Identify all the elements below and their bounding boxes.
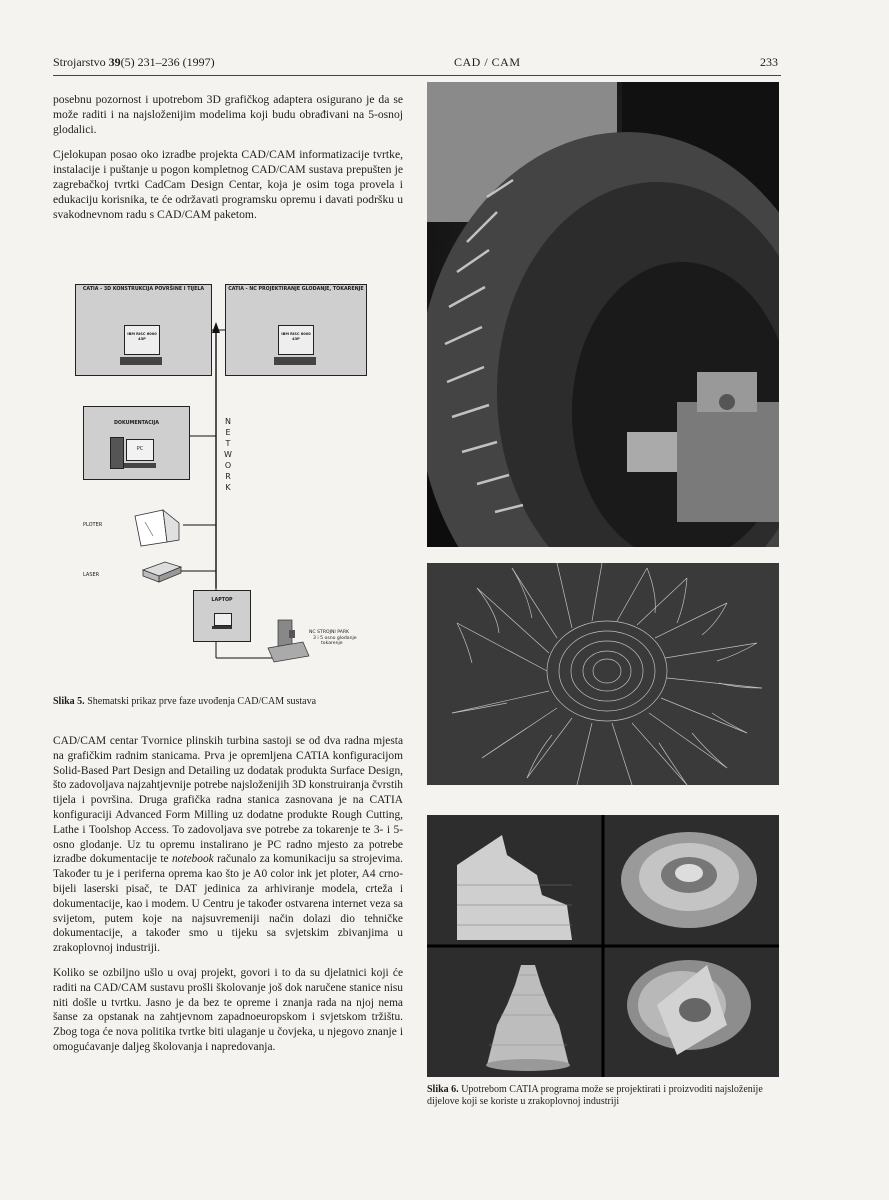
laptop-screen: [214, 613, 232, 626]
box-label: CATIA - 3D KONSTRUKCIJA POVRŠINE I TIJELA: [82, 287, 205, 292]
nc-machine-label: NC STROJNI PARK 3 i 5 osno glodanje tokarenje: [309, 630, 357, 646]
running-header-citation: Strojarstvo 39(5) 231–236 (1997): [53, 55, 215, 69]
wireframe-turbine-render: [427, 563, 779, 785]
figure-6-caption: Slika 6. Upotrebom CATIA programa može se projektirati i proizvoditi najsloženije dijelove koji se koriste u zrakoplovnoj industriji: [427, 1084, 763, 1107]
pc-monitor: PC: [126, 439, 154, 461]
network-label: NETWORK: [224, 417, 232, 492]
workstation-monitor: IBM RISC 6000 43P: [124, 325, 160, 355]
box-label: DOKUMENTACIJA: [113, 421, 160, 426]
keyboard: [274, 357, 316, 365]
keyboard: [124, 463, 156, 468]
text-column-top: [53, 92, 403, 232]
figure-5-diagram: [53, 278, 403, 683]
running-header-section: CAD / CAM: [454, 55, 521, 69]
plotter-label: PLOTER: [83, 522, 103, 528]
paragraph: Koliko se ozbiljno ušlo u ovaj projekt, govori i to da su djelatnici koji će raditi na CAD/CAM sustavu prošli školovanje još dok naručene stanice nisu niti došle u tvrtku. Jasno je da bez te opreme i znanja rada na njoj nema šanse za opstanak na zahtjevnom zapadnoeuropskom i svjetskom tržištu. Zbog toga će nova politika tvrtke biti ulaganje u čovjeka, u njegovo znanje i omogućavanje daljeg školovanja i napredovanja.: [53, 966, 403, 1053]
laptop-box: [193, 590, 251, 642]
workstation-monitor: IBM RISC 6000 43P: [278, 325, 314, 355]
turbine-machining-photo: [427, 82, 779, 547]
aerospace-parts-renders: [427, 815, 779, 1077]
header-rule: [53, 75, 781, 76]
paragraph: Cjelokupan posao oko izradbe projekta CAD/CAM informatizacije tvrtke, instalacije i puštanje u pogon kompletnog CAD/CAM sustava prepušten je zagrebačkoj tvrtki CadCam Design Centar, koja je osim toga provela i edukaciju korisnika, te će održavati programsku opremu i davati podršku u svakodnevnom radu s CAD/CAM paketom.: [53, 148, 403, 221]
figure-5-caption: Slika 5. Shematski prikaz prve faze uvođenja CAD/CAM sustava: [53, 696, 317, 707]
documentation-box: [83, 406, 190, 480]
paragraph: CAD/CAM centar Tvornice plinskih turbina sastoji se od dva radna mjesta na grafičkim radnim stanicama. Prva je opremljena CATIA konfiguracijom Solid-Based Part Design and Detailing uz dodatak produkta Surface Design, što zadovoljava najzahtjevnije potrebe najsloženijih 3D konstruiranja čvrstih tijela i površina. Druga grafička radna stanica zasnovana je na CATIA konfiguraciji Advanced Form Milling uz dodatne produkte Rough Cutting, Lathe i Toolshop Access. To zadovoljava sve potrebe za tokarenje te 3- i 5-osno glodanje. Uz tu opremu instalirano je PC radno mjesto za potrebe izradbe dokumentacije te notebook računalo za komunikaciju sa strojevima. Također tu je i periferna oprema kao što je A0 color ink jet ploter, A4 crno-bijeli laserski pisač, te DAT jedinica za arhiviranje modela, crteža i dokumentacije, kao i modem. U Centru je također ostvarena internet veza sa svijetom, putem koje na najsuvremeniji način dolazi dio tehničke dokumentacije, a također smo u tijeku sa svjetskim zbivanjima u zrakoplovnoj industriji.: [53, 735, 403, 955]
page-number: 233: [760, 55, 778, 69]
pc-tower: [110, 437, 124, 469]
paragraph: posebnu pozornost i upotrebom 3D grafičkog adaptera osigurano je da se može raditi i na najsloženijim modelima koji budu obrađivani na 5-osnoj glodalici.: [53, 93, 403, 136]
laptop-base: [212, 626, 232, 629]
laser-label: LASER: [83, 572, 100, 578]
box-label: LAPTOP: [211, 598, 233, 603]
workstation-box-nc: [225, 284, 367, 376]
text-column-bottom: [53, 734, 403, 1065]
keyboard: [120, 357, 162, 365]
workstation-box-design: [75, 284, 212, 376]
box-label: CATIA - NC PROJEKTIRANJE GLODANJE, TOKARENJE: [228, 287, 364, 292]
